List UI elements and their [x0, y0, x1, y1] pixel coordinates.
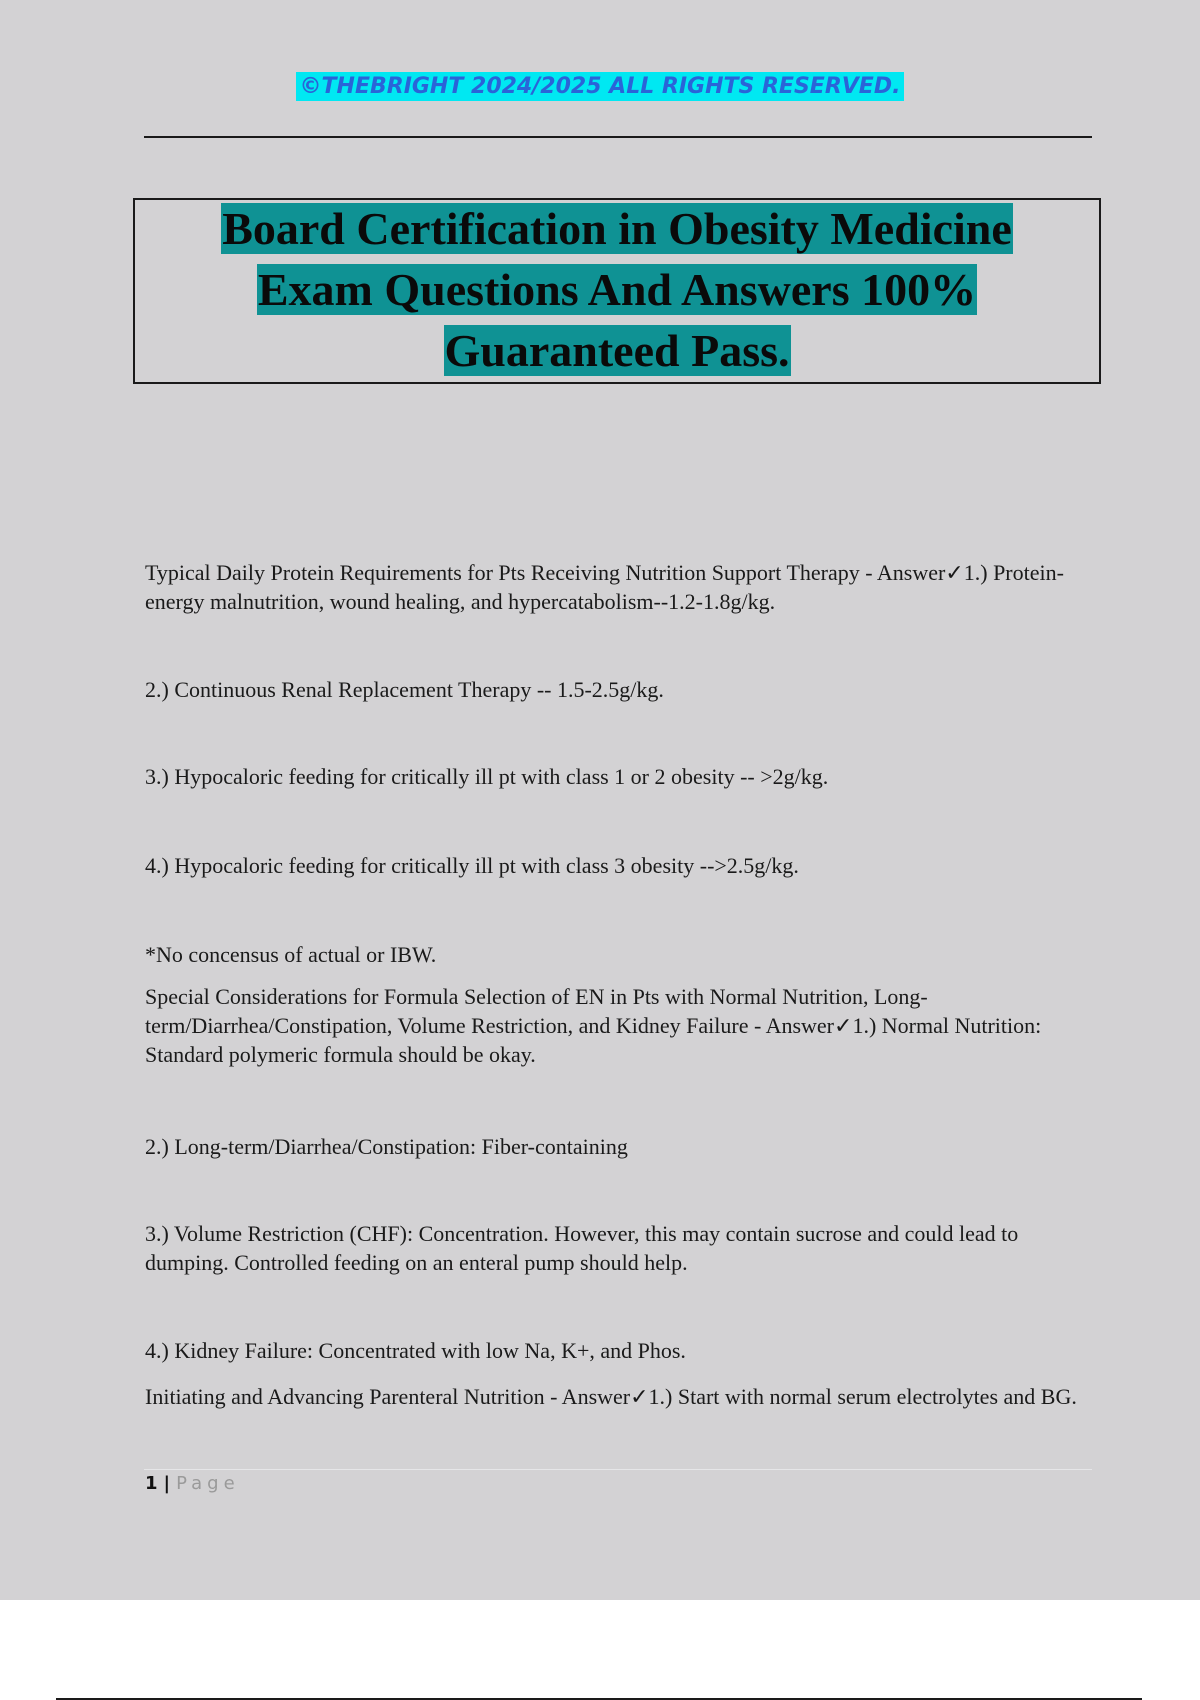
- footer-divider: [144, 1469, 1092, 1470]
- copyright-header: [0, 72, 1200, 101]
- title-line-2: [135, 261, 1099, 319]
- paragraph-crrt: 2.) Continuous Renal Replacement Therapy -- 1.5-2.5g/kg.: [145, 677, 664, 702]
- paragraph-fiber: 2.) Long-term/Diarrhea/Constipation: Fiber-containing: [145, 1134, 628, 1159]
- paragraph-protein-requirements: Typical Daily Protein Requirements for Pts Receiving Nutrition Support Therapy - Answer✓1.) Protein-energy malnutrition, wound healing, and hypercatabolism--1.2-1.8g/kg.: [145, 560, 1064, 614]
- title-text-2: Exam Questions And Answers 100%: [257, 264, 977, 315]
- title-text-3: Guaranteed Pass.: [444, 325, 790, 376]
- footer-separator: |: [163, 1473, 171, 1494]
- paragraph-volume-restriction: 3.) Volume Restriction (CHF): Concentration. However, this may contain sucrose and could lead to dumping. Controlled feeding on an enteral pump should help.: [145, 1221, 1019, 1275]
- header-divider: [144, 136, 1092, 138]
- title-line-1: [135, 200, 1099, 258]
- page-label: Page: [176, 1473, 240, 1494]
- title-line-3: [135, 322, 1099, 380]
- page-number: 1: [145, 1473, 158, 1494]
- copyright-notice: ©THEBRIGHT 2024/2025 ALL RIGHTS RESERVED.: [296, 72, 905, 101]
- paragraph-formula-selection: Special Considerations for Formula Selection of EN in Pts with Normal Nutrition, Long-term/Diarrhea/Constipation, Volume Restriction, and Kidney Failure - Answer✓1.) Normal Nutrition: Standard polymeric formula should be okay.: [145, 984, 1042, 1067]
- paragraph-parenteral-nutrition: Initiating and Advancing Parenteral Nutrition - Answer✓1.) Start with normal serum electrolytes and BG.: [145, 1384, 1077, 1409]
- paragraph-no-consensus: *No concensus of actual or IBW.: [145, 942, 437, 967]
- paragraph-kidney-failure: 4.) Kidney Failure: Concentrated with low Na, K+, and Phos.: [145, 1338, 686, 1363]
- paragraph-class-1-2-obesity: 3.) Hypocaloric feeding for critically ill pt with class 1 or 2 obesity -- >2g/kg.: [145, 764, 829, 789]
- page-footer: [145, 1473, 240, 1494]
- paragraph-class-3-obesity: 4.) Hypocaloric feeding for critically ill pt with class 3 obesity -->2.5g/kg.: [145, 853, 799, 878]
- title-box: [133, 198, 1101, 384]
- title-text-1: Board Certification in Obesity Medicine: [222, 203, 1012, 254]
